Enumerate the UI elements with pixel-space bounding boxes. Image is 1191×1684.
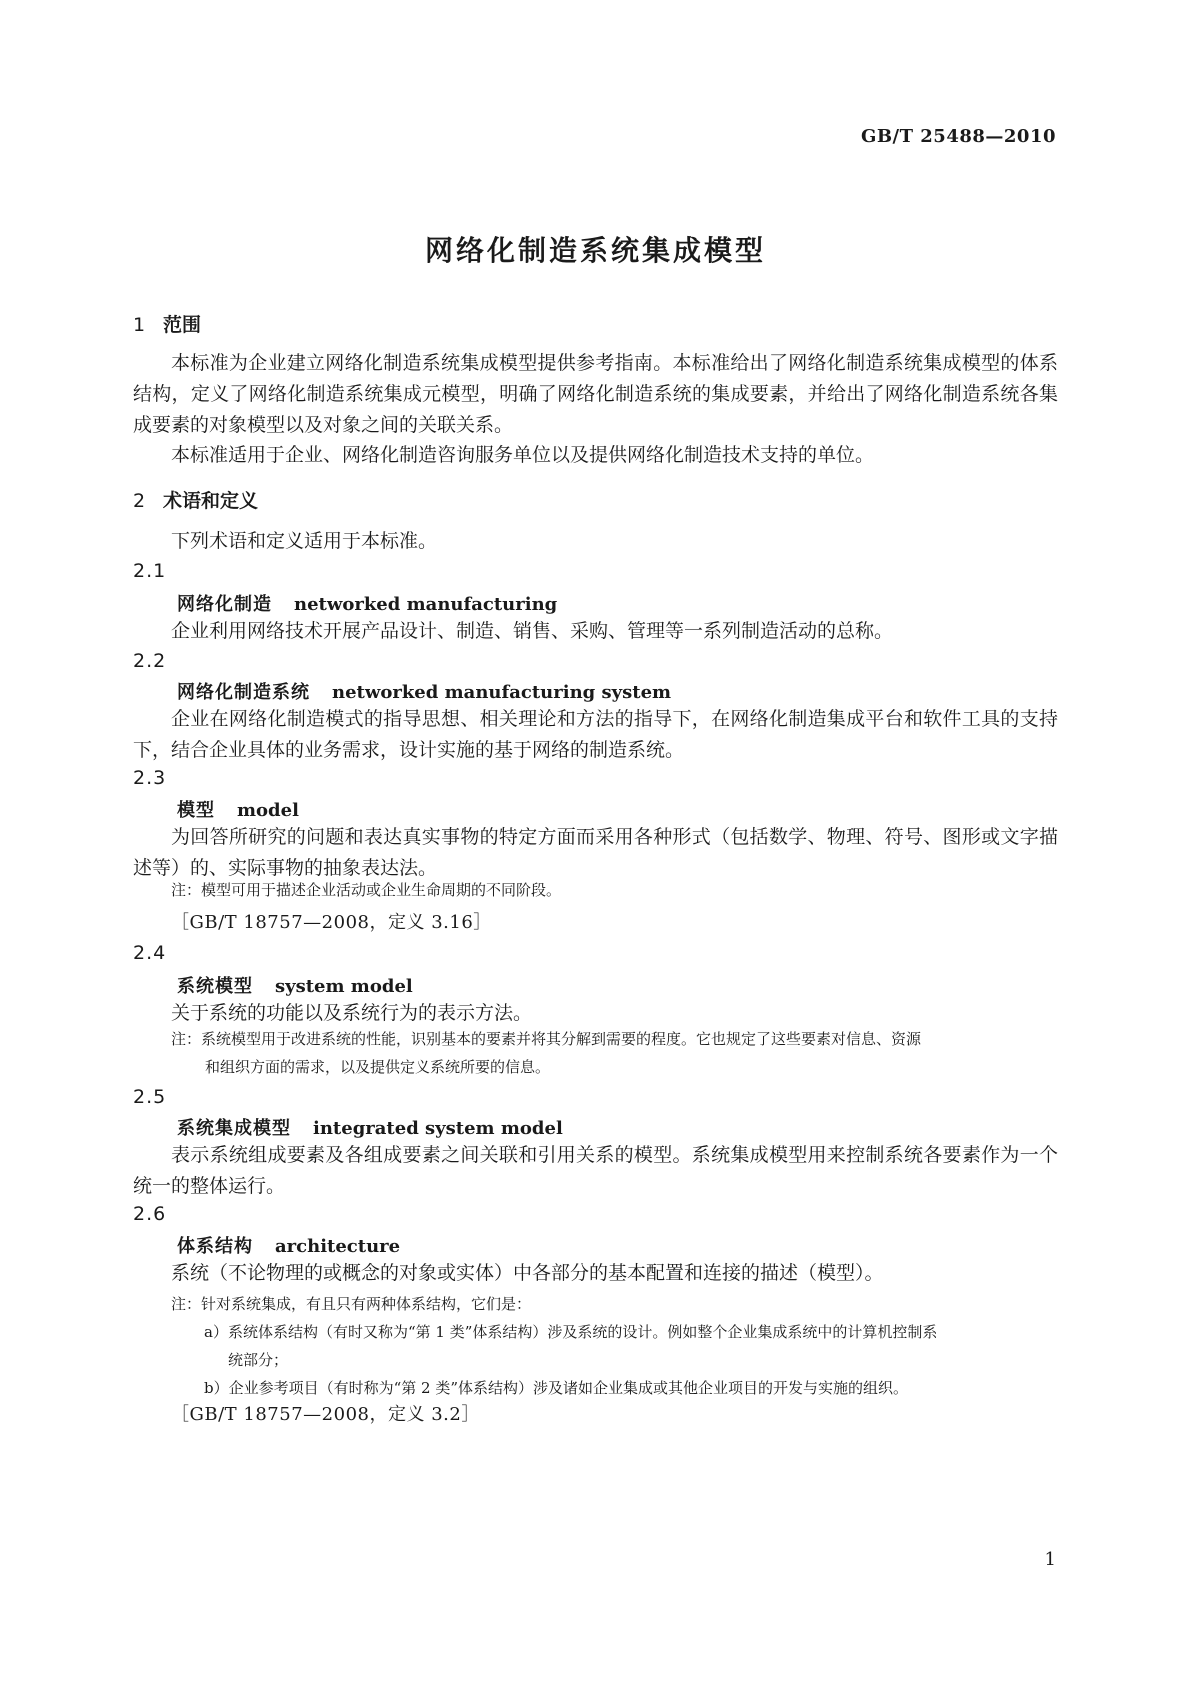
term-en: model — [237, 800, 299, 821]
term-definition: 表示系统组成要素及各组成要素之间关联和引用关系的模型。系统集成模型用来控制系统各要素作为一个统一的整体运行。 — [133, 1144, 1058, 1197]
term-definition: 系统（不论物理的或概念的对象或实体）中各部分的基本配置和连接的描述（模型）。 — [171, 1262, 884, 1284]
term-en: networked manufacturing system — [332, 682, 672, 703]
section-2-title: 术语和定义 — [163, 490, 259, 512]
page-number: 1 — [1044, 1549, 1056, 1570]
term-zh: 系统模型 — [177, 976, 253, 997]
term-zh: 系统集成模型 — [177, 1118, 291, 1139]
term-heading — [177, 1114, 563, 1140]
term-reference: ［GB/T 18757—2008，定义 3.16］ — [171, 912, 492, 933]
term-definition: 企业在网络化制造模式的指导思想、相关理论和方法的指导下，在网络化制造集成平台和软件工具的支持下，结合企业具体的业务需求，设计实施的基于网络的制造系统。 — [133, 708, 1058, 761]
term-zh: 网络化制造 — [177, 594, 272, 615]
term-heading — [177, 972, 413, 998]
scope-paragraph-2: 本标准适用于企业、网络化制造咨询服务单位以及提供网络化制造技术支持的单位。 — [171, 444, 875, 466]
term-note: 注：针对系统集成，有且只有两种体系结构，它们是： — [171, 1295, 532, 1313]
section-1-heading — [133, 310, 201, 337]
scope-paragraph-1: 本标准为企业建立网络化制造系统集成模型提供参考指南。本标准给出了网络化制造系统集成模型的体系结构，定义了网络化制造系统集成元模型，明确了网络化制造系统的集成要素，并给出了网络化制造系统各集成要素的对象模型以及对象之间的关联关系。 — [133, 352, 1058, 436]
standard-code: GB/T 25488—2010 — [860, 126, 1056, 147]
term-note-line: 和组织方面的需求，以及提供定义系统所要的信息。 — [205, 1058, 551, 1076]
term-heading — [177, 796, 299, 822]
term-en: architecture — [275, 1236, 401, 1257]
term-number: 2.4 — [133, 942, 167, 964]
term-note — [171, 1025, 1059, 1081]
term-zh: 模型 — [177, 800, 215, 821]
term-number: 2.2 — [133, 650, 167, 672]
term-en: integrated system model — [313, 1118, 563, 1139]
term-en: networked manufacturing — [294, 594, 558, 615]
list-item: b）企业参考项目（有时称为“第 2 类”体系结构）涉及诸如企业集成或其他企业项目的开发与实施的组织。 — [204, 1379, 909, 1397]
term-number: 2.6 — [133, 1203, 167, 1225]
term-number: 2.5 — [133, 1086, 167, 1108]
term-number: 2.1 — [133, 560, 167, 582]
terms-intro: 下列术语和定义适用于本标准。 — [171, 530, 438, 552]
term-heading — [177, 1232, 400, 1258]
list-item-line: a）系统体系结构（有时又称为“第 1 类”体系结构）涉及系统的设计。例如整个企业集成系统中的计算机控制系 — [204, 1323, 938, 1341]
list-item-line: 统部分； — [228, 1351, 289, 1369]
term-note-line: 注：系统模型用于改进系统的性能，识别基本的要素并将其分解到需要的程度。它也规定了这些要素对信息、资源 — [171, 1030, 922, 1048]
section-2-heading — [133, 486, 258, 513]
term-definition: 为回答所研究的问题和表达真实事物的特定方面而采用各种形式（包括数学、物理、符号、图形或文字描述等）的、实际事物的抽象表达法。 — [133, 826, 1058, 879]
term-number: 2.3 — [133, 767, 167, 789]
list-item — [204, 1318, 1059, 1374]
term-note: 注：模型可用于描述企业活动或企业生命周期的不同阶段。 — [171, 881, 562, 899]
term-en: system model — [275, 976, 413, 997]
section-2-number: 2 — [133, 490, 146, 512]
term-zh: 网络化制造系统 — [177, 682, 310, 703]
term-reference: ［GB/T 18757—2008，定义 3.2］ — [171, 1404, 480, 1425]
term-definition: 关于系统的功能以及系统行为的表示方法。 — [171, 1002, 533, 1024]
term-heading — [177, 678, 671, 704]
document-title: 网络化制造系统集成模型 — [424, 234, 766, 267]
section-1-number: 1 — [133, 314, 146, 336]
term-heading — [177, 590, 557, 616]
term-definition: 企业利用网络技术开展产品设计、制造、销售、采购、管理等一系列制造活动的总称。 — [171, 620, 894, 642]
section-1-title: 范围 — [163, 314, 202, 336]
term-zh: 体系结构 — [177, 1236, 253, 1257]
